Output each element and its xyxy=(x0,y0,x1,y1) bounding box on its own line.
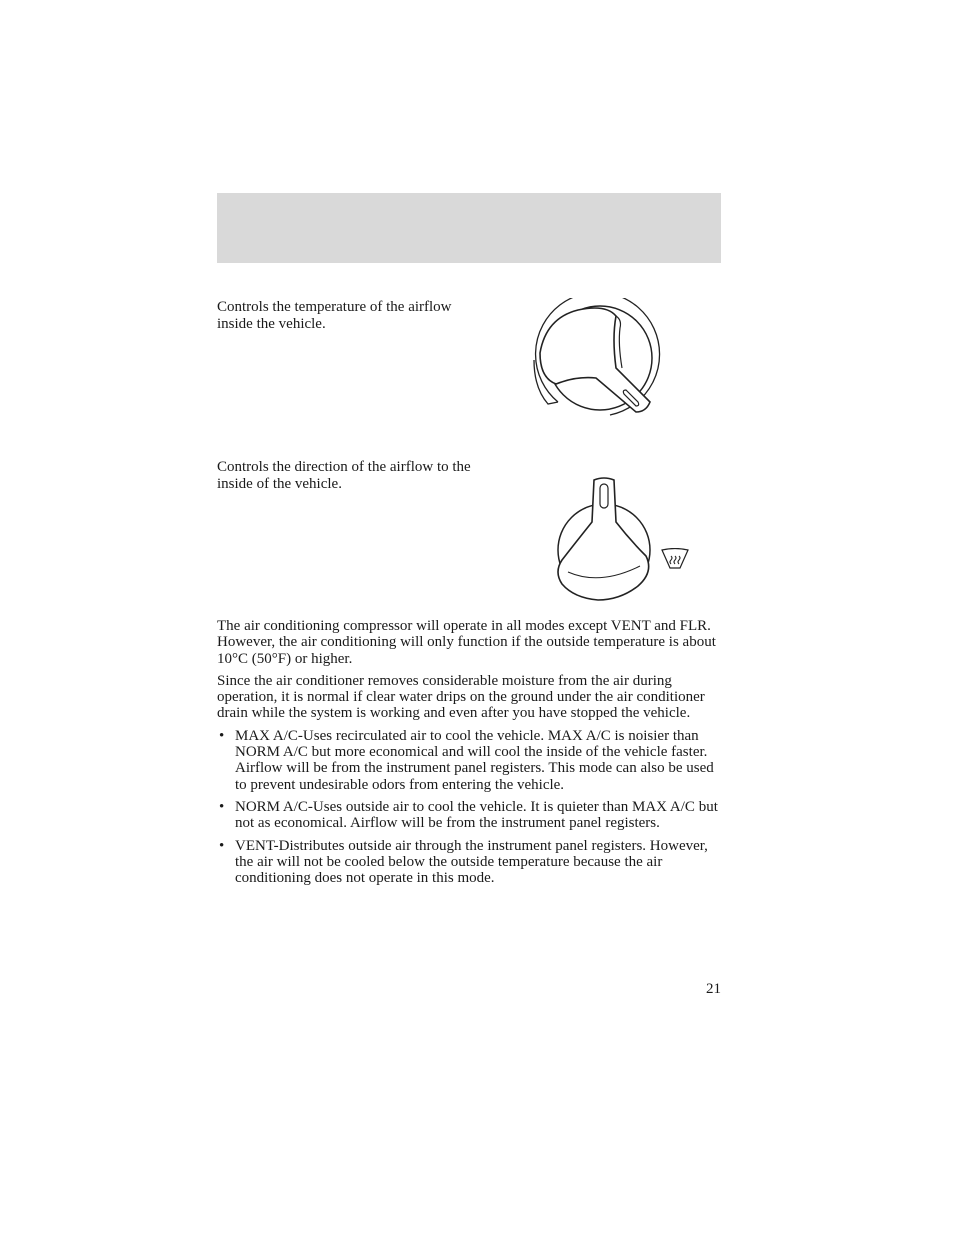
list-item-text: NORM A/C-Uses outside air to cool the vehicle. It is quieter than MAX A/C but not as economical. Airflow will be from the instrument panel registers. xyxy=(235,798,718,832)
list-item xyxy=(217,799,723,832)
page-number: 21 xyxy=(706,981,721,997)
list-item xyxy=(217,838,723,887)
list-item xyxy=(217,728,723,793)
bullet-marker: • xyxy=(219,837,225,854)
list-item-text: MAX A/C-Uses recirculated air to cool the vehicle. MAX A/C is noisier than NORM A/C but more economical and will cool the inside of the vehicle faster. Airflow will be from the instrument panel registers. This mode can also be used to prevent undesirable odors from entering the vehicle. xyxy=(235,727,714,793)
direction-caption: Controls the direction of the airflow to the inside of the vehicle. xyxy=(217,459,471,492)
list-item-text: VENT-Distributes outside air through the instrument panel registers. However, the air will not be cooled below the outside temperature because the air conditioning does not operate in this mode. xyxy=(235,837,708,887)
section-header-band xyxy=(217,193,721,263)
airflow-direction-knob-icon xyxy=(550,476,695,604)
mode-list xyxy=(217,728,723,887)
bullet-marker: • xyxy=(219,727,225,744)
body-text xyxy=(217,618,723,892)
bullet-marker: • xyxy=(219,798,225,815)
paragraph-compressor: The air conditioning compressor will operate in all modes except VENT and FLR. However, the air conditioning will only function if the outside temperature is about 10°C (50°F) or higher. xyxy=(217,618,716,667)
paragraph-moisture: Since the air conditioner removes considerable moisture from the air during operation, it is normal if clear water drips on the ground under the air conditioner drain while the system is working and even after you have stopped the vehicle. xyxy=(217,672,705,722)
temperature-caption: Controls the temperature of the airflow inside the vehicle. xyxy=(217,299,452,332)
temperature-control-knob-icon xyxy=(528,298,668,420)
windshield-defrost-icon xyxy=(660,548,690,570)
